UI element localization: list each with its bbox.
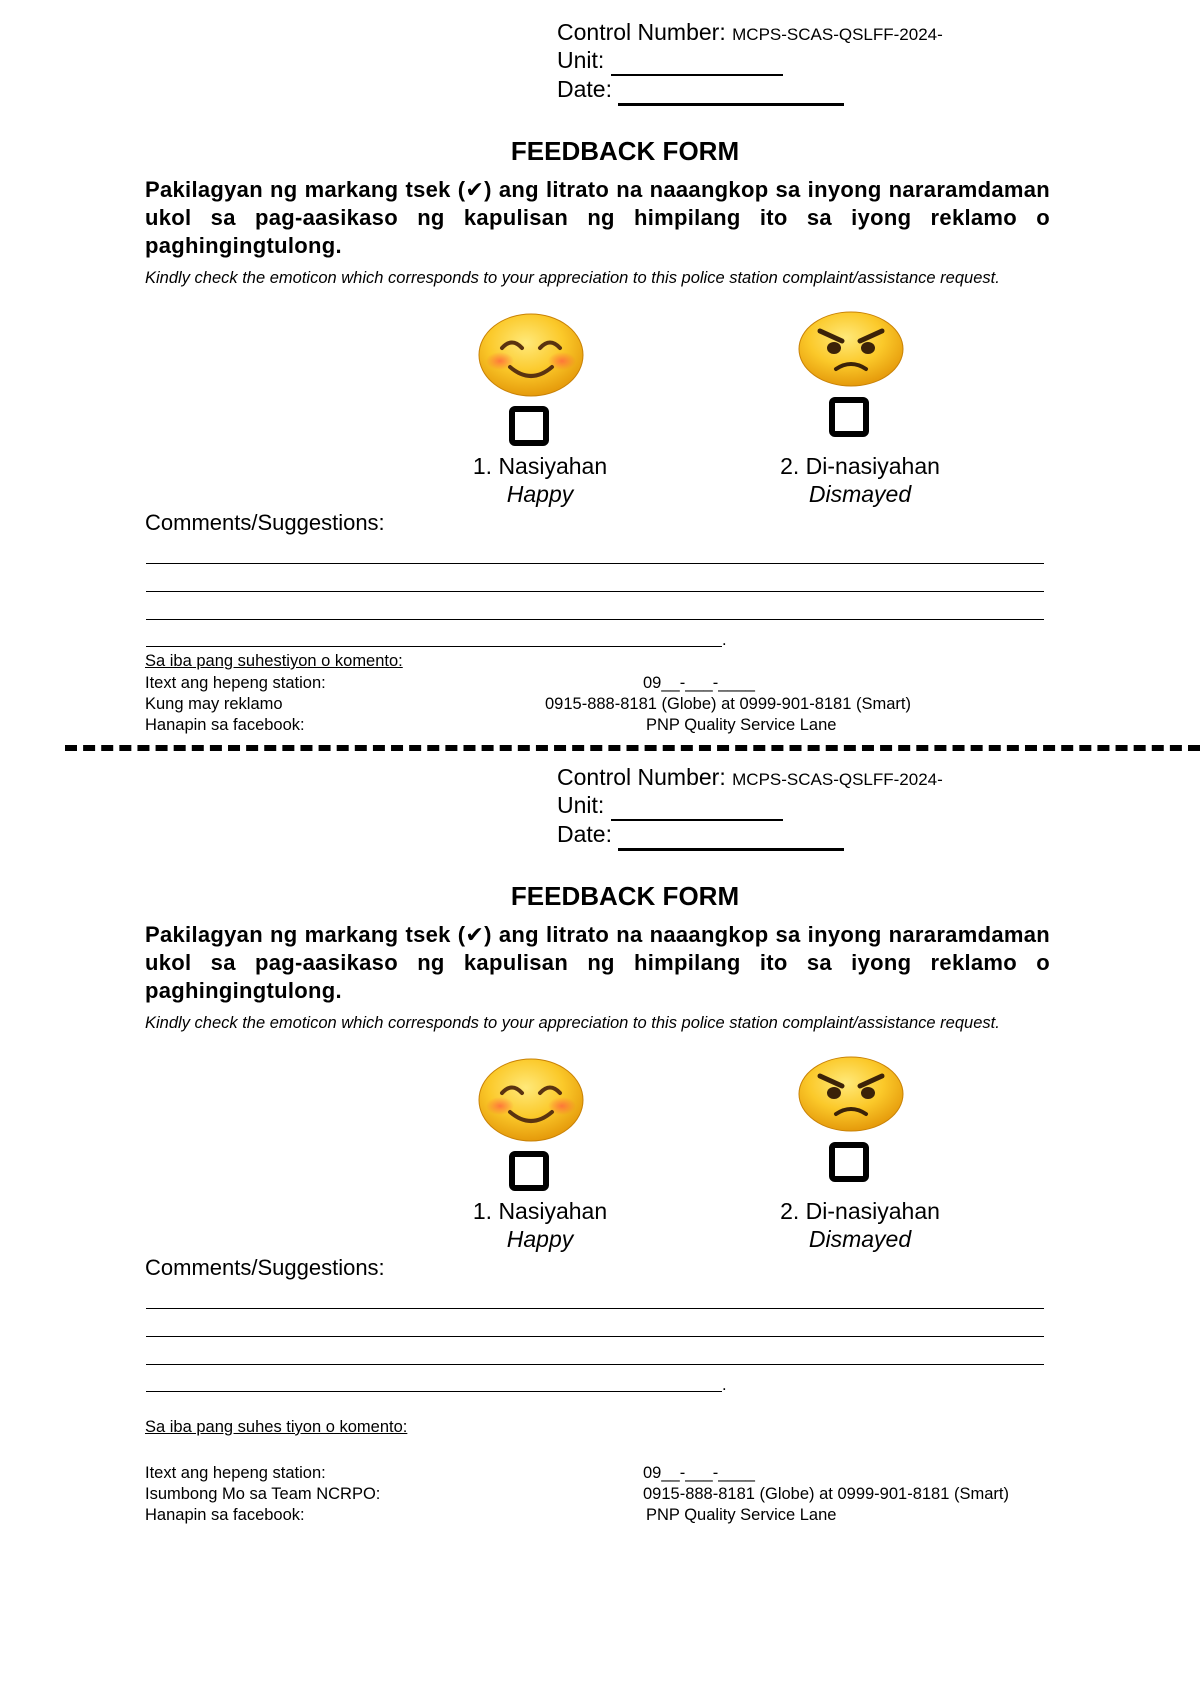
happy-label: 1. Nasiyahan	[472, 1198, 608, 1224]
comments-label: Comments/Suggestions:	[145, 510, 385, 535]
contact-value: 0915-888-8181 (Globe) at 0999-901-8181 (Smart)	[545, 695, 911, 713]
date-field[interactable]	[618, 75, 844, 106]
other-suggestions-label: Sa iba pang suhestiyon o komento:	[145, 652, 403, 670]
unit-field[interactable]	[611, 791, 783, 821]
comment-line[interactable]	[146, 1336, 1044, 1337]
unit-row	[557, 46, 783, 76]
control-number-row	[557, 763, 943, 794]
happy-face-icon	[478, 1058, 584, 1142]
angry-face-icon	[798, 307, 904, 391]
form-title: FEEDBACK FORM	[510, 136, 740, 166]
contact-value: PNP Quality Service Lane	[646, 1506, 837, 1524]
contact-label: Itext ang hepeng station:	[145, 1464, 326, 1482]
dismayed-label-en: Dismayed	[808, 1226, 912, 1252]
unit-label: Unit:	[557, 47, 605, 73]
comment-line[interactable]	[146, 563, 1044, 564]
date-label: Date:	[557, 76, 612, 102]
unit-field[interactable]	[611, 46, 783, 76]
dismayed-checkbox[interactable]	[829, 1142, 869, 1182]
date-row	[557, 820, 844, 851]
happy-label-en: Happy	[506, 481, 574, 507]
form-title: FEEDBACK FORM	[510, 881, 740, 911]
dismayed-label: 2. Di-nasiyahan	[780, 1198, 940, 1224]
unit-label: Unit:	[557, 792, 605, 818]
control-number-label: Control Number:	[557, 19, 726, 45]
control-number-value: MCPS-SCAS-QSLFF-2024-	[732, 25, 943, 44]
date-label: Date:	[557, 821, 612, 847]
control-number-value: MCPS-SCAS-QSLFF-2024-	[732, 770, 943, 789]
instruction-english: Kindly check the emoticon which corresponds to your appreciation to this police station complaint/assistance request.	[145, 269, 1000, 287]
contact-value: 09__-___-____	[643, 1464, 755, 1482]
other-suggestions-label: Sa iba pang suhes tiyon o komento:	[145, 1418, 408, 1436]
control-number-label: Control Number:	[557, 764, 726, 790]
comment-line[interactable]	[146, 619, 1044, 620]
comment-line[interactable]	[146, 1364, 1044, 1365]
control-number-row	[557, 18, 943, 49]
cut-line	[65, 745, 1200, 751]
comment-line[interactable]	[146, 1391, 722, 1392]
date-row	[557, 75, 844, 106]
contact-value: PNP Quality Service Lane	[646, 716, 837, 734]
comments-label: Comments/Suggestions:	[145, 1255, 385, 1280]
happy-label: 1. Nasiyahan	[472, 453, 608, 479]
contact-label: Hanapin sa facebook:	[145, 1506, 305, 1524]
happy-face-icon	[478, 313, 584, 397]
contact-value: 0915-888-8181 (Globe) at 0999-901-8181 (Smart)	[643, 1485, 1009, 1503]
period: .	[722, 1376, 727, 1394]
comment-line[interactable]	[146, 646, 722, 647]
instruction-english: Kindly check the emoticon which corresponds to your appreciation to this police station complaint/assistance request.	[145, 1014, 1000, 1032]
dismayed-label: 2. Di-nasiyahan	[780, 453, 940, 479]
contact-label: Itext ang hepeng station:	[145, 674, 326, 692]
contact-value: 09__-___-____	[643, 674, 755, 692]
contact-label: Kung may reklamo	[145, 695, 283, 713]
date-field[interactable]	[618, 820, 844, 851]
dismayed-label-en: Dismayed	[808, 481, 912, 507]
dismayed-checkbox[interactable]	[829, 397, 869, 437]
happy-label-en: Happy	[506, 1226, 574, 1252]
period: .	[722, 631, 727, 649]
contact-label: Hanapin sa facebook:	[145, 716, 305, 734]
angry-face-icon	[798, 1052, 904, 1136]
instruction-filipino: Pakilagyan ng markang tsek (✔) ang litrato na naaangkop sa inyong nararamdaman ukol sa pag-aasikaso ng kapulisan ng himpilang ito sa iyong reklamo o paghingingtulong.	[145, 177, 1050, 258]
comment-line[interactable]	[146, 1308, 1044, 1309]
happy-checkbox[interactable]	[509, 1151, 549, 1191]
instruction-filipino: Pakilagyan ng markang tsek (✔) ang litrato na naaangkop sa inyong nararamdaman ukol sa pag-aasikaso ng kapulisan ng himpilang ito sa iyong reklamo o paghingingtulong.	[145, 922, 1050, 1003]
contact-label: Isumbong Mo sa Team NCRPO:	[145, 1485, 381, 1503]
comment-line[interactable]	[146, 591, 1044, 592]
happy-checkbox[interactable]	[509, 406, 549, 446]
unit-row	[557, 791, 783, 821]
